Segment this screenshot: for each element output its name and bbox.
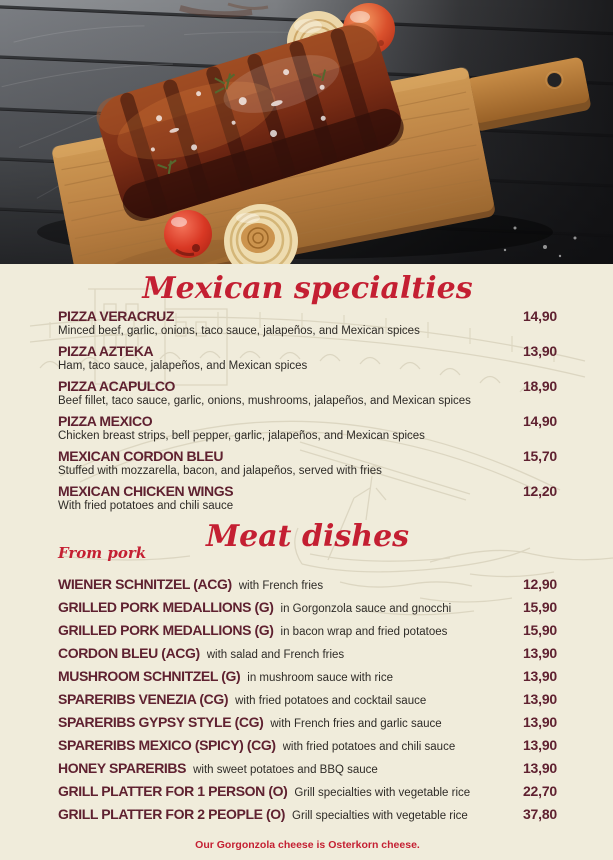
item-name: HONEY SPARERIBS xyxy=(58,760,187,776)
item-name: SPARERIBS MEXICO (SPICY) (CG) xyxy=(58,737,276,753)
item-price: 13,90 xyxy=(522,343,557,359)
item-price: 13,90 xyxy=(522,691,557,707)
mexican-specialties-items xyxy=(58,308,557,514)
menu-item xyxy=(58,483,557,514)
item-description: with French fries and garlic sauce xyxy=(270,718,442,730)
item-description: Beef fillet, taco sauce, garlic, onions, mushrooms, jalapeños, and Mexican spices xyxy=(58,395,471,407)
menu-item xyxy=(58,735,557,758)
item-price: 12,20 xyxy=(522,483,557,499)
item-price: 13,90 xyxy=(522,737,557,753)
item-price: 14,90 xyxy=(522,308,557,324)
ribs-photo-illustration xyxy=(0,0,613,264)
item-price: 22,70 xyxy=(522,783,557,799)
menu-item xyxy=(58,643,557,666)
menu-item xyxy=(58,413,557,444)
item-price: 13,90 xyxy=(522,760,557,776)
item-description: Chicken breast strips, bell pepper, garlic, jalapeños, and Mexican spices xyxy=(58,430,425,442)
item-name: GRILLED PORK MEDALLIONS (G) xyxy=(58,622,274,638)
menu-item xyxy=(58,712,557,735)
item-price: 12,90 xyxy=(522,576,557,592)
item-description: with fried potatoes and cocktail sauce xyxy=(235,695,427,707)
menu-item xyxy=(58,597,557,620)
item-name: SPARERIBS VENEZIA (CG) xyxy=(58,691,229,707)
item-description: Ham, taco sauce, jalapeños, and Mexican spices xyxy=(58,360,308,372)
item-price: 15,90 xyxy=(522,622,557,638)
item-name: GRILLED PORK MEDALLIONS (G) xyxy=(58,599,274,615)
item-name: PIZZA ACAPULCO xyxy=(58,378,176,394)
meat-dishes-items xyxy=(58,574,557,827)
item-description: With fried potatoes and chili sauce xyxy=(58,500,234,512)
tomato-bottom xyxy=(164,210,212,258)
menu-item xyxy=(58,666,557,689)
meat-dishes-header xyxy=(58,518,557,562)
subtitle-from-pork: From pork xyxy=(58,544,147,562)
item-name: GRILL PLATTER FOR 2 PEOPLE (O) xyxy=(58,806,286,822)
item-name: PIZZA AZTEKA xyxy=(58,343,154,359)
item-name: CORDON BLEU (ACG) xyxy=(58,645,200,661)
item-description: Grill specialties with vegetable rice xyxy=(294,787,471,799)
menu-item xyxy=(58,574,557,597)
menu-item xyxy=(58,378,557,409)
footnote: Our Gorgonzola cheese is Osterkorn cheese. xyxy=(195,839,420,851)
item-price: 15,70 xyxy=(522,448,557,464)
item-description: with fried potatoes and chili sauce xyxy=(282,741,456,753)
item-name: MEXICAN CHICKEN WINGS xyxy=(58,483,234,499)
item-name: MUSHROOM SCHNITZEL (G) xyxy=(58,668,241,684)
menu-item xyxy=(58,804,557,827)
item-description: Minced beef, garlic, onions, taco sauce, jalapeños, and Mexican spices xyxy=(58,325,420,337)
item-price: 18,90 xyxy=(522,378,557,394)
item-name: GRILL PLATTER FOR 1 PERSON (O) xyxy=(58,783,288,799)
item-description: in mushroom sauce with rice xyxy=(247,672,393,684)
menu-item xyxy=(58,781,557,804)
item-description: Stuffed with mozzarella, bacon, and jalapeños, served with fries xyxy=(58,465,382,477)
menu-item xyxy=(58,620,557,643)
menu-item xyxy=(58,448,557,479)
item-name: MEXICAN CORDON BLEU xyxy=(58,448,224,464)
item-description: Grill specialties with vegetable rice xyxy=(292,810,468,822)
item-price: 13,90 xyxy=(522,668,557,684)
item-name: PIZZA VERACRUZ xyxy=(58,308,174,324)
item-price: 14,90 xyxy=(522,413,557,429)
menu-item xyxy=(58,308,557,339)
menu-body xyxy=(0,264,613,860)
item-price: 13,90 xyxy=(522,714,557,730)
item-price: 13,90 xyxy=(522,645,557,661)
item-price: 15,90 xyxy=(522,599,557,615)
item-name: PIZZA MEXICO xyxy=(58,413,153,429)
ribs-photo xyxy=(0,0,613,264)
menu-item xyxy=(58,689,557,712)
item-name: SPARERIBS GYPSY STYLE (CG) xyxy=(58,714,264,730)
item-description: in bacon wrap and fried potatoes xyxy=(280,626,448,638)
menu-content xyxy=(0,264,613,851)
item-description: with salad and French fries xyxy=(206,649,345,661)
item-name: WIENER SCHNITZEL (ACG) xyxy=(58,576,232,592)
section-title-meat-dishes: Meat dishes xyxy=(205,519,410,554)
item-description: in Gorgonzola sauce and gnocchi xyxy=(280,603,452,615)
item-description: with French fries xyxy=(238,580,324,592)
menu-item xyxy=(58,758,557,781)
menu-item xyxy=(58,343,557,374)
item-price: 37,80 xyxy=(522,806,557,822)
section-title-mexican-specialties: Mexican specialties xyxy=(142,271,473,306)
item-description: with sweet potatoes and BBQ sauce xyxy=(193,764,378,776)
